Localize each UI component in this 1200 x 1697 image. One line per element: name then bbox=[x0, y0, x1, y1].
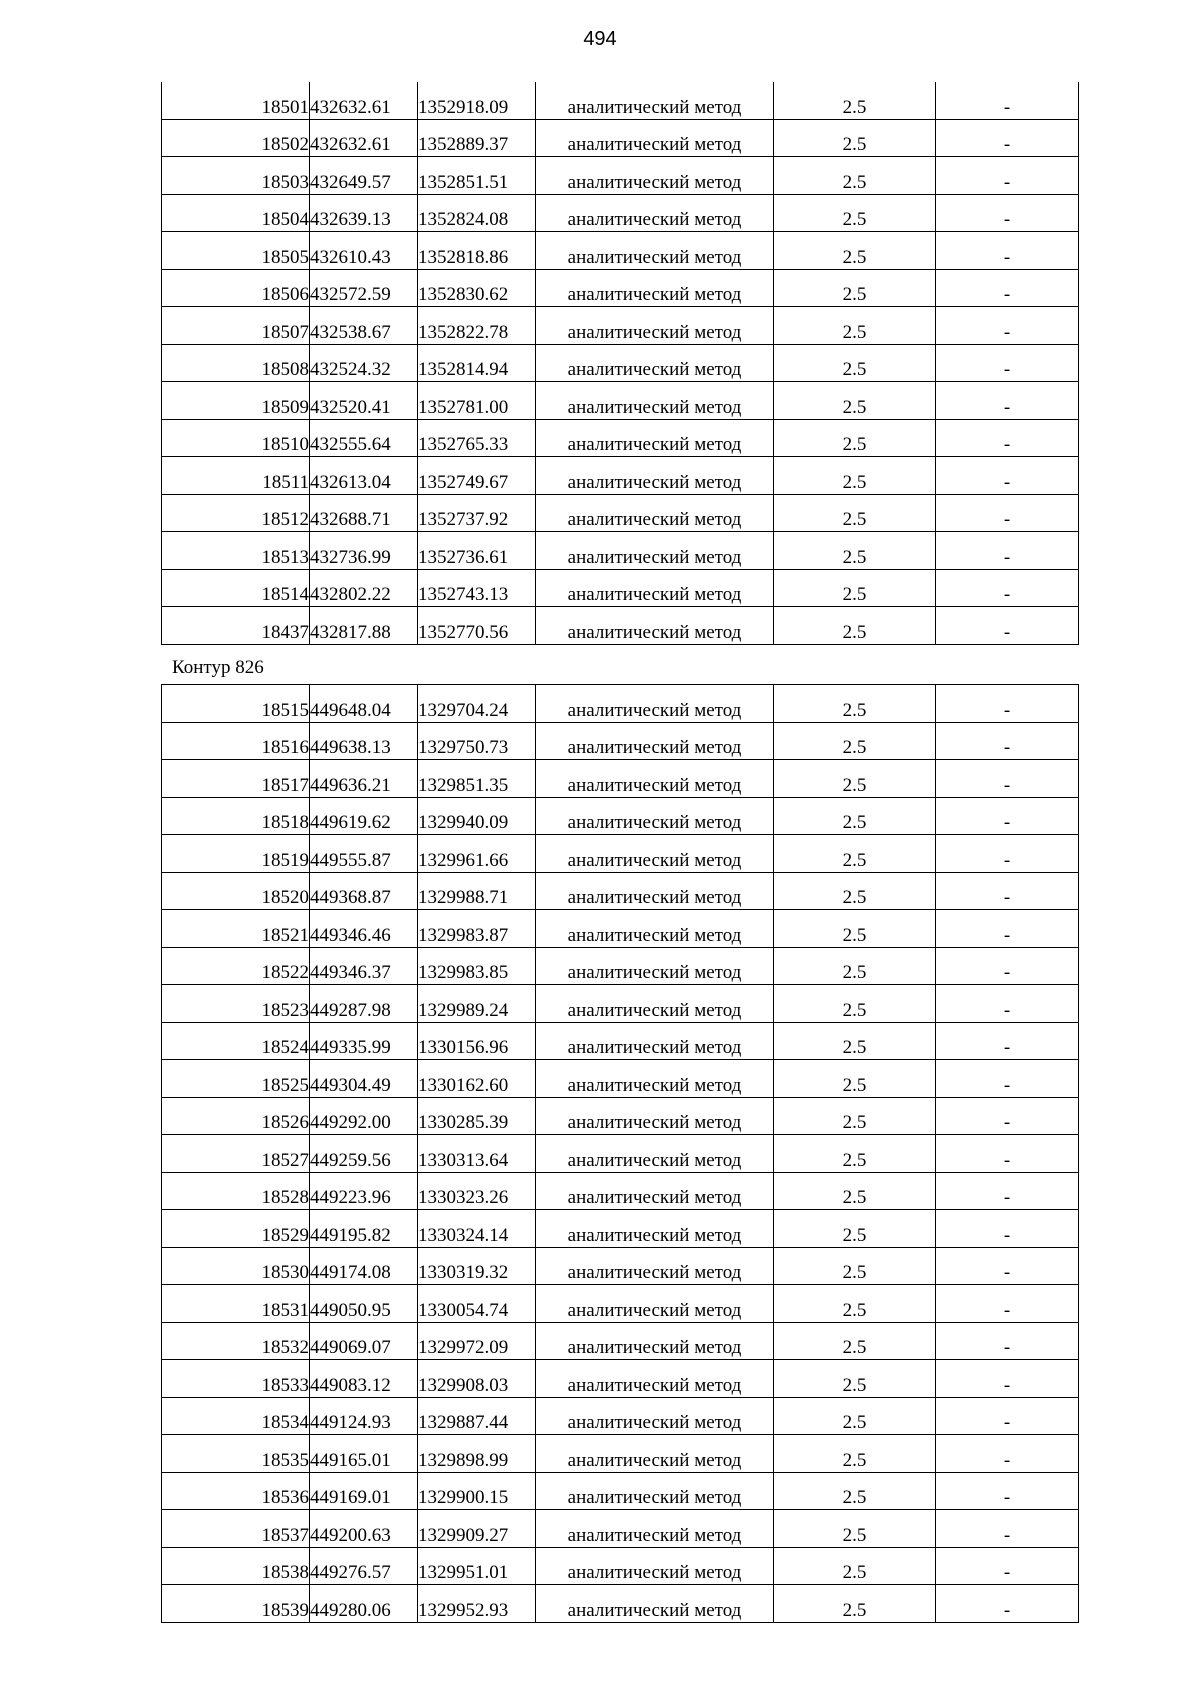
accuracy-cell: 2.5 bbox=[774, 232, 936, 270]
y-coordinate-cell: 1330285.39 bbox=[418, 1097, 536, 1135]
accuracy-cell: 2.5 bbox=[774, 1097, 936, 1135]
method-cell: аналитический метод bbox=[536, 157, 774, 195]
coordinates-table bbox=[161, 82, 1079, 645]
y-coordinate-cell: 1352781.00 bbox=[418, 382, 536, 420]
x-coordinate-cell: 432632.61 bbox=[310, 119, 418, 157]
y-coordinate-cell: 1352830.62 bbox=[418, 269, 536, 307]
x-coordinate-cell: 432802.22 bbox=[310, 569, 418, 607]
method-cell: аналитический метод bbox=[536, 419, 774, 457]
accuracy-cell: 2.5 bbox=[774, 1172, 936, 1210]
accuracy-cell: 2.5 bbox=[774, 494, 936, 532]
method-cell: аналитический метод bbox=[536, 1322, 774, 1360]
table-row bbox=[162, 457, 1079, 495]
accuracy-cell: 2.5 bbox=[774, 1435, 936, 1473]
description-cell: - bbox=[936, 307, 1079, 345]
table-row bbox=[162, 1547, 1079, 1585]
method-cell: аналитический метод bbox=[536, 1210, 774, 1248]
description-cell: - bbox=[936, 1022, 1079, 1060]
y-coordinate-cell: 1329951.01 bbox=[418, 1547, 536, 1585]
method-cell: аналитический метод bbox=[536, 1585, 774, 1623]
table-row bbox=[162, 1022, 1079, 1060]
method-cell: аналитический метод bbox=[536, 760, 774, 798]
x-coordinate-cell: 449124.93 bbox=[310, 1397, 418, 1435]
method-cell: аналитический метод bbox=[536, 947, 774, 985]
x-coordinate-cell: 449083.12 bbox=[310, 1360, 418, 1398]
point-number-cell: 18525 bbox=[162, 1060, 310, 1098]
accuracy-cell: 2.5 bbox=[774, 1210, 936, 1248]
method-cell: аналитический метод bbox=[536, 910, 774, 948]
x-coordinate-cell: 449304.49 bbox=[310, 1060, 418, 1098]
x-coordinate-cell: 432610.43 bbox=[310, 232, 418, 270]
point-number-cell: 18513 bbox=[162, 532, 310, 570]
x-coordinate-cell: 449346.46 bbox=[310, 910, 418, 948]
y-coordinate-cell: 1329900.15 bbox=[418, 1472, 536, 1510]
y-coordinate-cell: 1329952.93 bbox=[418, 1585, 536, 1623]
method-cell: аналитический метод bbox=[536, 1285, 774, 1323]
x-coordinate-cell: 432524.32 bbox=[310, 344, 418, 382]
table-row bbox=[162, 532, 1079, 570]
point-number-cell: 18535 bbox=[162, 1435, 310, 1473]
method-cell: аналитический метод bbox=[536, 1360, 774, 1398]
table-row bbox=[162, 157, 1079, 195]
x-coordinate-cell: 449280.06 bbox=[310, 1585, 418, 1623]
accuracy-cell: 2.5 bbox=[774, 1247, 936, 1285]
description-cell: - bbox=[936, 382, 1079, 420]
point-number-cell: 18516 bbox=[162, 722, 310, 760]
y-coordinate-cell: 1352749.67 bbox=[418, 457, 536, 495]
x-coordinate-cell: 449069.07 bbox=[310, 1322, 418, 1360]
description-cell: - bbox=[936, 947, 1079, 985]
x-coordinate-cell: 449165.01 bbox=[310, 1435, 418, 1473]
method-cell: аналитический метод bbox=[536, 1397, 774, 1435]
accuracy-cell: 2.5 bbox=[774, 269, 936, 307]
table-row bbox=[162, 722, 1079, 760]
point-number-cell: 18509 bbox=[162, 382, 310, 420]
accuracy-cell: 2.5 bbox=[774, 82, 936, 119]
point-number-cell: 18514 bbox=[162, 569, 310, 607]
y-coordinate-cell: 1352822.78 bbox=[418, 307, 536, 345]
method-cell: аналитический метод bbox=[536, 1472, 774, 1510]
point-number-cell: 18519 bbox=[162, 835, 310, 873]
y-coordinate-cell: 1329989.24 bbox=[418, 985, 536, 1023]
method-cell: аналитический метод bbox=[536, 1435, 774, 1473]
y-coordinate-cell: 1330054.74 bbox=[418, 1285, 536, 1323]
accuracy-cell: 2.5 bbox=[774, 1135, 936, 1173]
table-row bbox=[162, 1210, 1079, 1248]
method-cell: аналитический метод bbox=[536, 494, 774, 532]
x-coordinate-cell: 449638.13 bbox=[310, 722, 418, 760]
point-number-cell: 18538 bbox=[162, 1547, 310, 1585]
point-number-cell: 18533 bbox=[162, 1360, 310, 1398]
method-cell: аналитический метод bbox=[536, 344, 774, 382]
x-coordinate-cell: 449555.87 bbox=[310, 835, 418, 873]
accuracy-cell: 2.5 bbox=[774, 382, 936, 420]
description-cell: - bbox=[936, 1060, 1079, 1098]
point-number-cell: 18523 bbox=[162, 985, 310, 1023]
point-number-cell: 18539 bbox=[162, 1585, 310, 1623]
table-row bbox=[162, 947, 1079, 985]
table-row bbox=[162, 232, 1079, 270]
table-row bbox=[162, 1322, 1079, 1360]
point-number-cell: 18529 bbox=[162, 1210, 310, 1248]
accuracy-cell: 2.5 bbox=[774, 419, 936, 457]
table-row bbox=[162, 194, 1079, 232]
x-coordinate-cell: 449619.62 bbox=[310, 797, 418, 835]
description-cell: - bbox=[936, 722, 1079, 760]
accuracy-cell: 2.5 bbox=[774, 985, 936, 1023]
method-cell: аналитический метод bbox=[536, 569, 774, 607]
method-cell: аналитический метод bbox=[536, 269, 774, 307]
x-coordinate-cell: 449195.82 bbox=[310, 1210, 418, 1248]
table-body bbox=[162, 82, 1079, 644]
method-cell: аналитический метод bbox=[536, 797, 774, 835]
method-cell: аналитический метод bbox=[536, 194, 774, 232]
accuracy-cell: 2.5 bbox=[774, 194, 936, 232]
x-coordinate-cell: 432572.59 bbox=[310, 269, 418, 307]
x-coordinate-cell: 449346.37 bbox=[310, 947, 418, 985]
point-number-cell: 18503 bbox=[162, 157, 310, 195]
table-row bbox=[162, 307, 1079, 345]
method-cell: аналитический метод bbox=[536, 457, 774, 495]
table-row bbox=[162, 1585, 1079, 1623]
y-coordinate-cell: 1352765.33 bbox=[418, 419, 536, 457]
x-coordinate-cell: 449200.63 bbox=[310, 1510, 418, 1548]
method-cell: аналитический метод bbox=[536, 532, 774, 570]
x-coordinate-cell: 449636.21 bbox=[310, 760, 418, 798]
point-number-cell: 18521 bbox=[162, 910, 310, 948]
point-number-cell: 18532 bbox=[162, 1322, 310, 1360]
point-number-cell: 18522 bbox=[162, 947, 310, 985]
table-row bbox=[162, 344, 1079, 382]
table-row bbox=[162, 985, 1079, 1023]
method-cell: аналитический метод bbox=[536, 232, 774, 270]
point-number-cell: 18530 bbox=[162, 1247, 310, 1285]
y-coordinate-cell: 1329909.27 bbox=[418, 1510, 536, 1548]
y-coordinate-cell: 1329983.85 bbox=[418, 947, 536, 985]
description-cell: - bbox=[936, 1472, 1079, 1510]
y-coordinate-cell: 1329887.44 bbox=[418, 1397, 536, 1435]
table-row bbox=[162, 685, 1079, 723]
point-number-cell: 18534 bbox=[162, 1397, 310, 1435]
accuracy-cell: 2.5 bbox=[774, 1510, 936, 1548]
accuracy-cell: 2.5 bbox=[774, 1060, 936, 1098]
description-cell: - bbox=[936, 1210, 1079, 1248]
table-row bbox=[162, 835, 1079, 873]
table-row bbox=[162, 872, 1079, 910]
description-cell: - bbox=[936, 1135, 1079, 1173]
table-row bbox=[162, 1397, 1079, 1435]
x-coordinate-cell: 432520.41 bbox=[310, 382, 418, 420]
description-cell: - bbox=[936, 835, 1079, 873]
y-coordinate-cell: 1329961.66 bbox=[418, 835, 536, 873]
accuracy-cell: 2.5 bbox=[774, 835, 936, 873]
y-coordinate-cell: 1352737.92 bbox=[418, 494, 536, 532]
point-number-cell: 18502 bbox=[162, 119, 310, 157]
method-cell: аналитический метод bbox=[536, 872, 774, 910]
table-row bbox=[162, 1135, 1079, 1173]
point-number-cell: 18506 bbox=[162, 269, 310, 307]
point-number-cell: 18510 bbox=[162, 419, 310, 457]
accuracy-cell: 2.5 bbox=[774, 344, 936, 382]
table-row bbox=[162, 1472, 1079, 1510]
method-cell: аналитический метод bbox=[536, 607, 774, 645]
table-row bbox=[162, 797, 1079, 835]
description-cell: - bbox=[936, 1397, 1079, 1435]
accuracy-cell: 2.5 bbox=[774, 760, 936, 798]
method-cell: аналитический метод bbox=[536, 82, 774, 119]
description-cell: - bbox=[936, 1547, 1079, 1585]
table-row bbox=[162, 419, 1079, 457]
method-cell: аналитический метод bbox=[536, 1172, 774, 1210]
description-cell: - bbox=[936, 760, 1079, 798]
x-coordinate-cell: 449287.98 bbox=[310, 985, 418, 1023]
y-coordinate-cell: 1352818.86 bbox=[418, 232, 536, 270]
point-number-cell: 18508 bbox=[162, 344, 310, 382]
description-cell: - bbox=[936, 82, 1079, 119]
table-row bbox=[162, 82, 1079, 119]
table-row bbox=[162, 1060, 1079, 1098]
description-cell: - bbox=[936, 1172, 1079, 1210]
method-cell: аналитический метод bbox=[536, 1247, 774, 1285]
method-cell: аналитический метод bbox=[536, 382, 774, 420]
description-cell: - bbox=[936, 157, 1079, 195]
accuracy-cell: 2.5 bbox=[774, 607, 936, 645]
accuracy-cell: 2.5 bbox=[774, 1585, 936, 1623]
description-cell: - bbox=[936, 985, 1079, 1023]
description-cell: - bbox=[936, 1247, 1079, 1285]
y-coordinate-cell: 1329983.87 bbox=[418, 910, 536, 948]
x-coordinate-cell: 432613.04 bbox=[310, 457, 418, 495]
description-cell: - bbox=[936, 910, 1079, 948]
description-cell: - bbox=[936, 1360, 1079, 1398]
description-cell: - bbox=[936, 685, 1079, 723]
description-cell: - bbox=[936, 797, 1079, 835]
point-number-cell: 18520 bbox=[162, 872, 310, 910]
description-cell: - bbox=[936, 494, 1079, 532]
y-coordinate-cell: 1352736.61 bbox=[418, 532, 536, 570]
method-cell: аналитический метод bbox=[536, 985, 774, 1023]
description-cell: - bbox=[936, 232, 1079, 270]
description-cell: - bbox=[936, 607, 1079, 645]
table-row bbox=[162, 910, 1079, 948]
description-cell: - bbox=[936, 194, 1079, 232]
x-coordinate-cell: 449050.95 bbox=[310, 1285, 418, 1323]
y-coordinate-cell: 1352770.56 bbox=[418, 607, 536, 645]
y-coordinate-cell: 1330313.64 bbox=[418, 1135, 536, 1173]
y-coordinate-cell: 1329908.03 bbox=[418, 1360, 536, 1398]
y-coordinate-cell: 1352851.51 bbox=[418, 157, 536, 195]
y-coordinate-cell: 1352889.37 bbox=[418, 119, 536, 157]
accuracy-cell: 2.5 bbox=[774, 910, 936, 948]
point-number-cell: 18531 bbox=[162, 1285, 310, 1323]
table-row bbox=[162, 269, 1079, 307]
point-number-cell: 18526 bbox=[162, 1097, 310, 1135]
x-coordinate-cell: 449169.01 bbox=[310, 1472, 418, 1510]
description-cell: - bbox=[936, 1510, 1079, 1548]
accuracy-cell: 2.5 bbox=[774, 569, 936, 607]
method-cell: аналитический метод bbox=[536, 1510, 774, 1548]
x-coordinate-cell: 432817.88 bbox=[310, 607, 418, 645]
description-cell: - bbox=[936, 344, 1079, 382]
accuracy-cell: 2.5 bbox=[774, 1022, 936, 1060]
method-cell: аналитический метод bbox=[536, 685, 774, 723]
method-cell: аналитический метод bbox=[536, 119, 774, 157]
point-number-cell: 18515 bbox=[162, 685, 310, 723]
x-coordinate-cell: 449648.04 bbox=[310, 685, 418, 723]
point-number-cell: 18528 bbox=[162, 1172, 310, 1210]
description-cell: - bbox=[936, 119, 1079, 157]
accuracy-cell: 2.5 bbox=[774, 797, 936, 835]
coordinates-table bbox=[161, 684, 1079, 1623]
accuracy-cell: 2.5 bbox=[774, 1472, 936, 1510]
point-number-cell: 18537 bbox=[162, 1510, 310, 1548]
table-row bbox=[162, 1510, 1079, 1548]
table-row bbox=[162, 1247, 1079, 1285]
table-row bbox=[162, 569, 1079, 607]
y-coordinate-cell: 1352743.13 bbox=[418, 569, 536, 607]
description-cell: - bbox=[936, 1322, 1079, 1360]
method-cell: аналитический метод bbox=[536, 1547, 774, 1585]
accuracy-cell: 2.5 bbox=[774, 685, 936, 723]
accuracy-cell: 2.5 bbox=[774, 1322, 936, 1360]
description-cell: - bbox=[936, 569, 1079, 607]
description-cell: - bbox=[936, 872, 1079, 910]
method-cell: аналитический метод bbox=[536, 1097, 774, 1135]
y-coordinate-cell: 1352824.08 bbox=[418, 194, 536, 232]
description-cell: - bbox=[936, 419, 1079, 457]
x-coordinate-cell: 432736.99 bbox=[310, 532, 418, 570]
x-coordinate-cell: 449174.08 bbox=[310, 1247, 418, 1285]
accuracy-cell: 2.5 bbox=[774, 1547, 936, 1585]
description-cell: - bbox=[936, 1585, 1079, 1623]
accuracy-cell: 2.5 bbox=[774, 947, 936, 985]
x-coordinate-cell: 449223.96 bbox=[310, 1172, 418, 1210]
point-number-cell: 18512 bbox=[162, 494, 310, 532]
accuracy-cell: 2.5 bbox=[774, 722, 936, 760]
x-coordinate-cell: 449292.00 bbox=[310, 1097, 418, 1135]
point-number-cell: 18504 bbox=[162, 194, 310, 232]
description-cell: - bbox=[936, 1097, 1079, 1135]
table-row bbox=[162, 1097, 1079, 1135]
accuracy-cell: 2.5 bbox=[774, 119, 936, 157]
y-coordinate-cell: 1329704.24 bbox=[418, 685, 536, 723]
method-cell: аналитический метод bbox=[536, 307, 774, 345]
accuracy-cell: 2.5 bbox=[774, 157, 936, 195]
point-number-cell: 18511 bbox=[162, 457, 310, 495]
point-number-cell: 18517 bbox=[162, 760, 310, 798]
page-number: 494 bbox=[583, 28, 617, 50]
method-cell: аналитический метод bbox=[536, 1022, 774, 1060]
y-coordinate-cell: 1352814.94 bbox=[418, 344, 536, 382]
y-coordinate-cell: 1330162.60 bbox=[418, 1060, 536, 1098]
x-coordinate-cell: 432538.67 bbox=[310, 307, 418, 345]
method-cell: аналитический метод bbox=[536, 1135, 774, 1173]
y-coordinate-cell: 1329898.99 bbox=[418, 1435, 536, 1473]
description-cell: - bbox=[936, 457, 1079, 495]
table-row bbox=[162, 119, 1079, 157]
accuracy-cell: 2.5 bbox=[774, 1360, 936, 1398]
accuracy-cell: 2.5 bbox=[774, 307, 936, 345]
table-row bbox=[162, 494, 1079, 532]
y-coordinate-cell: 1329988.71 bbox=[418, 872, 536, 910]
y-coordinate-cell: 1330319.32 bbox=[418, 1247, 536, 1285]
accuracy-cell: 2.5 bbox=[774, 872, 936, 910]
accuracy-cell: 2.5 bbox=[774, 532, 936, 570]
x-coordinate-cell: 449259.56 bbox=[310, 1135, 418, 1173]
y-coordinate-cell: 1352918.09 bbox=[418, 82, 536, 119]
y-coordinate-cell: 1330156.96 bbox=[418, 1022, 536, 1060]
x-coordinate-cell: 432632.61 bbox=[310, 82, 418, 119]
x-coordinate-cell: 449276.57 bbox=[310, 1547, 418, 1585]
y-coordinate-cell: 1329972.09 bbox=[418, 1322, 536, 1360]
x-coordinate-cell: 432639.13 bbox=[310, 194, 418, 232]
point-number-cell: 18507 bbox=[162, 307, 310, 345]
table-row bbox=[162, 1285, 1079, 1323]
table-row bbox=[162, 1172, 1079, 1210]
x-coordinate-cell: 449368.87 bbox=[310, 872, 418, 910]
y-coordinate-cell: 1329851.35 bbox=[418, 760, 536, 798]
point-number-cell: 18505 bbox=[162, 232, 310, 270]
description-cell: - bbox=[936, 532, 1079, 570]
x-coordinate-cell: 432555.64 bbox=[310, 419, 418, 457]
method-cell: аналитический метод bbox=[536, 835, 774, 873]
description-cell: - bbox=[936, 269, 1079, 307]
x-coordinate-cell: 432649.57 bbox=[310, 157, 418, 195]
x-coordinate-cell: 449335.99 bbox=[310, 1022, 418, 1060]
method-cell: аналитический метод bbox=[536, 722, 774, 760]
accuracy-cell: 2.5 bbox=[774, 457, 936, 495]
point-number-cell: 18527 bbox=[162, 1135, 310, 1173]
y-coordinate-cell: 1329750.73 bbox=[418, 722, 536, 760]
table-row bbox=[162, 382, 1079, 420]
description-cell: - bbox=[936, 1435, 1079, 1473]
y-coordinate-cell: 1330323.26 bbox=[418, 1172, 536, 1210]
y-coordinate-cell: 1329940.09 bbox=[418, 797, 536, 835]
point-number-cell: 18518 bbox=[162, 797, 310, 835]
description-cell: - bbox=[936, 1285, 1079, 1323]
point-number-cell: 18524 bbox=[162, 1022, 310, 1060]
y-coordinate-cell: 1330324.14 bbox=[418, 1210, 536, 1248]
table-body bbox=[162, 685, 1079, 1623]
point-number-cell: 18536 bbox=[162, 1472, 310, 1510]
accuracy-cell: 2.5 bbox=[774, 1285, 936, 1323]
point-number-cell: 18501 bbox=[162, 82, 310, 119]
x-coordinate-cell: 432688.71 bbox=[310, 494, 418, 532]
table-row bbox=[162, 1435, 1079, 1473]
accuracy-cell: 2.5 bbox=[774, 1397, 936, 1435]
table-row bbox=[162, 1360, 1079, 1398]
method-cell: аналитический метод bbox=[536, 1060, 774, 1098]
point-number-cell: 18437 bbox=[162, 607, 310, 645]
table-row bbox=[162, 607, 1079, 645]
table-row bbox=[162, 760, 1079, 798]
contour-label: Контур 826 bbox=[172, 657, 264, 678]
